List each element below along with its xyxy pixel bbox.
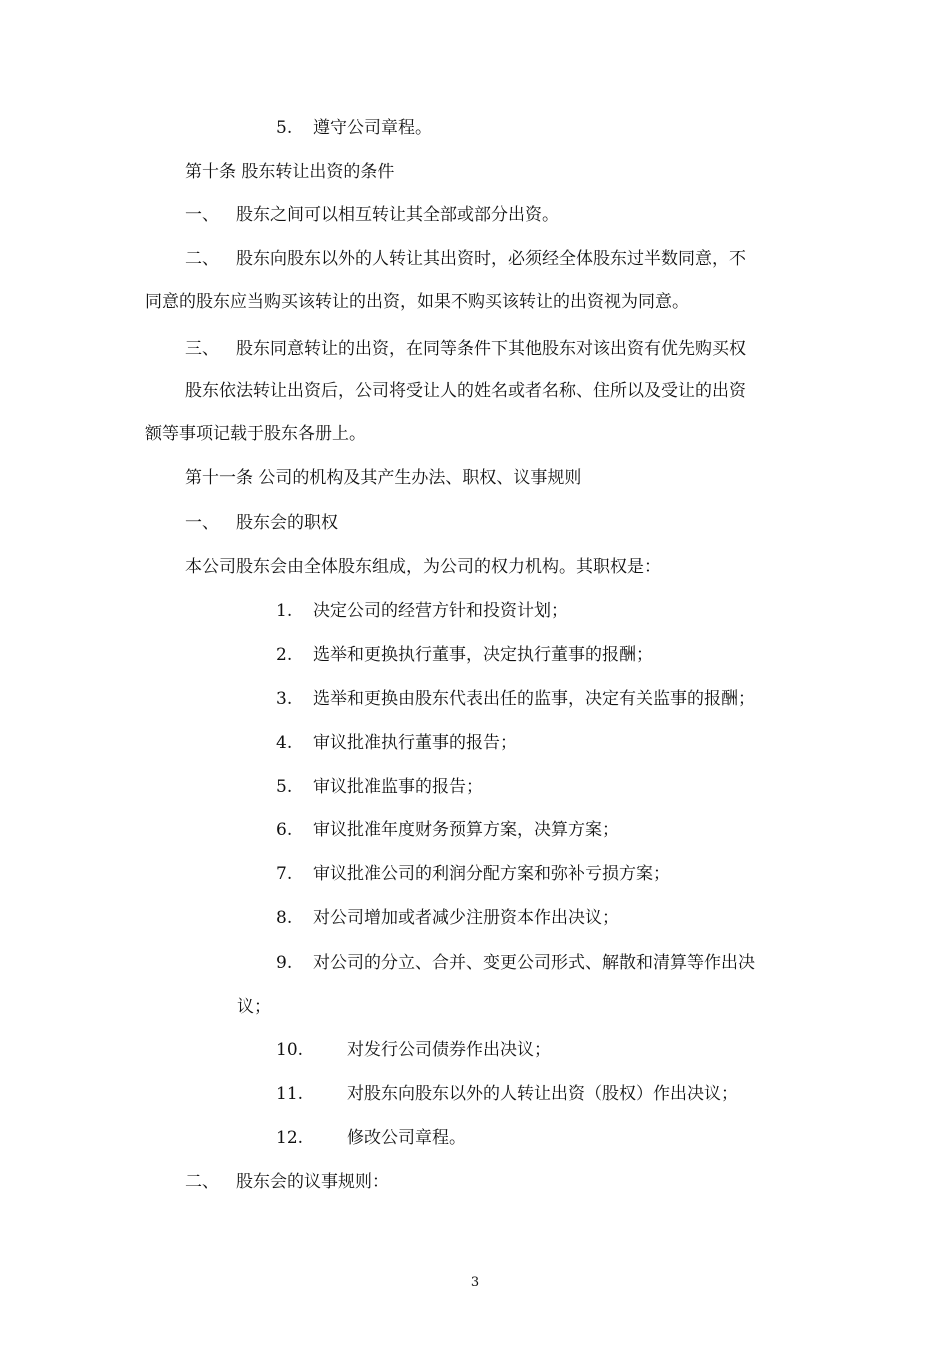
list-item-number: 5. <box>276 118 293 138</box>
list-item-number: 2. <box>276 645 293 665</box>
list-item-number: 4. <box>276 733 293 753</box>
paragraph <box>185 249 746 269</box>
list-item <box>276 777 483 797</box>
list-item-text: 修改公司章程。 <box>347 1128 466 1148</box>
list-item-text: 对股东向股东以外的人转让出资（股权）作出决议； <box>347 1084 738 1104</box>
list-item-text: 对公司的分立、合并、变更公司形式、解散和清算等作出决 <box>313 953 755 973</box>
list-item-number: 1. <box>276 601 293 621</box>
section-title: 股东会的议事规则： <box>236 1172 389 1192</box>
list-item <box>276 864 670 884</box>
list-item-text: 选举和更换执行董事，决定执行董事的报酬； <box>313 645 653 665</box>
list-item-number: 3. <box>276 689 293 709</box>
list-item-text: 决定公司的经营方针和投资计划； <box>313 601 568 621</box>
article-10-heading: 第十条 股东转让出资的条件 <box>185 162 395 182</box>
paragraph <box>185 205 559 225</box>
page-number: 3 <box>470 1275 480 1290</box>
paragraph: 本公司股东会由全体股东组成，为公司的权力机构。其职权是： <box>185 557 661 577</box>
list-item <box>276 689 755 709</box>
article-11-heading: 第十一条 公司的机构及其产生办法、职权、议事规则 <box>185 468 582 488</box>
list-item-text: 审议批准公司的利润分配方案和弥补亏损方案； <box>313 864 670 884</box>
list-item-text: 审议批准年度财务预算方案，决算方案； <box>313 820 619 840</box>
list-item-number: 12. <box>276 1128 304 1148</box>
list-item-text: 对公司增加或者减少注册资本作出决议； <box>313 908 619 928</box>
section-title: 股东会的职权 <box>236 513 338 533</box>
paragraph-text: 股东之间可以相互转让其全部或部分出资。 <box>236 205 559 225</box>
list-item <box>276 645 653 665</box>
paragraph-continuation: 额等事项记载于股东各册上。 <box>145 424 366 444</box>
list-item <box>276 118 432 138</box>
paragraph-text: 股东向股东以外的人转让其出资时，必须经全体股东过半数同意，不 <box>236 249 746 269</box>
list-item-text: 选举和更换由股东代表出任的监事，决定有关监事的报酬； <box>313 689 755 709</box>
list-item-number: 11. <box>276 1084 304 1104</box>
list-item-text: 遵守公司章程。 <box>313 118 432 138</box>
list-item-text: 审议批准执行董事的报告； <box>313 733 517 753</box>
list-item-text: 对发行公司债券作出决议； <box>347 1040 551 1060</box>
list-item-text: 审议批准监事的报告； <box>313 777 483 797</box>
section-number: 一、 <box>185 513 219 533</box>
list-item <box>276 1040 551 1060</box>
paragraph-continuation: 同意的股东应当购买该转让的出资，如果不购买该转让的出资视为同意。 <box>145 292 689 312</box>
paragraph-number: 一、 <box>185 205 219 225</box>
list-item <box>276 820 619 840</box>
list-item-number: 9. <box>276 953 293 973</box>
section-heading <box>185 513 338 533</box>
paragraph <box>185 339 746 359</box>
list-item <box>276 1128 466 1148</box>
list-item-text: 议； <box>237 997 271 1017</box>
section-number: 二、 <box>185 1172 219 1192</box>
list-item <box>276 733 517 753</box>
list-item-number: 7. <box>276 864 293 884</box>
paragraph-number: 二、 <box>185 249 219 269</box>
list-item-number: 8. <box>276 908 293 928</box>
list-item-number: 5. <box>276 777 293 797</box>
list-item <box>276 908 619 928</box>
paragraph-text: 股东同意转让的出资，在同等条件下其他股东对该出资有优先购买权 <box>236 339 746 359</box>
list-item-number: 6. <box>276 820 293 840</box>
list-item <box>276 953 755 973</box>
paragraph-number: 三、 <box>185 339 219 359</box>
section-heading <box>185 1172 389 1192</box>
list-item <box>276 601 568 621</box>
list-item <box>276 1084 738 1104</box>
list-item-continuation <box>237 997 271 1017</box>
list-item-number: 10. <box>276 1040 304 1060</box>
paragraph: 股东依法转让出资后，公司将受让人的姓名或者名称、住所以及受让的出资 <box>185 381 746 401</box>
